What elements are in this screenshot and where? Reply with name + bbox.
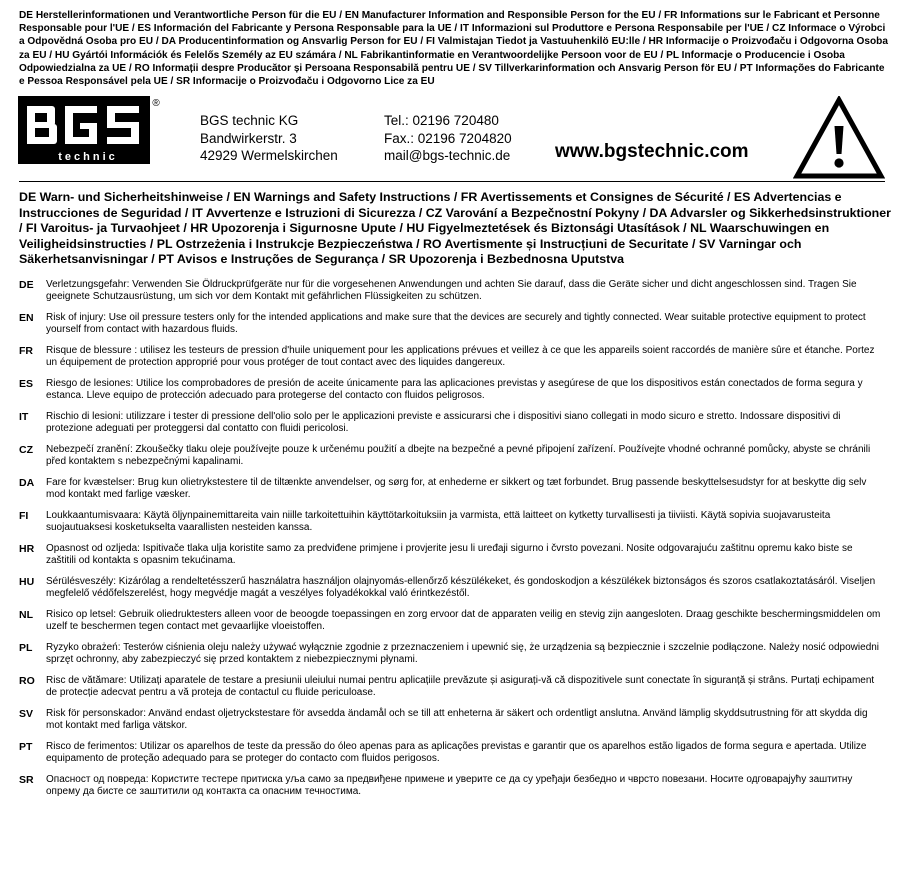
safety-entry <box>19 411 885 436</box>
language-code: SV <box>19 707 34 720</box>
email-address: mail@bgs-technic.de <box>384 148 511 163</box>
logo-sub-label: technic <box>58 151 118 163</box>
fax-number: Fax.: 02196 7204820 <box>384 130 512 146</box>
language-code: ES <box>19 377 34 390</box>
bgs-technic-logo <box>18 96 164 164</box>
safety-entry <box>19 444 885 469</box>
language-code: CZ <box>19 443 33 456</box>
header-divider <box>19 181 885 182</box>
manufacturer-info-heading: DE Herstellerinformationen und Verantwortliche Person für die EU / EN Manufacturer Information and Responsible Person for the EU / FR Informations sur le Fabricant et Personne Responsable pour l'UE / ES Información del Fabricante y Persona Responsable para la UE / IT Informazioni sul Produttore e Persona Responsabile per l'UE / CZ Informace o Výrobci a Odpovědná Osoba pro EU / DA Producentinformation og Ansvarlig Person for EU / FI Valmistajan Tiedot ja Vastuuhenkilö EU:lle / HR Informacije o Proizvođaču i Odgovorna Osoba za EU / HU Gyártói Információk és Felelős Személy az EU számára / NL Fabrikantinformatie en Verantwoordelijke Persoon voor de EU / PL Informacje o Producencie i Osoba Odpowiedzialna za UE / RO Informații despre Producător și Persoana Responsabilă pentru UE / SV Tillverkarinformation och Ansvarig Person för EU / PT Informações do Fabricante e Pessoa Responsável pela UE / SR Informacije o Proizvođaču i Odgovorno Lice za EU <box>19 10 888 88</box>
warning-text: Fare for kvæstelser: Brug kun olietrykstestere til de tiltænkte anvendelser, og sørg for, at enhederne er sikkert og tæt forbundet. Brug passende beskyttelsesudstyr for at beskytte dig selv mod kontakt med farlige væsker. <box>46 476 867 501</box>
safety-entries-list <box>19 279 885 807</box>
safety-entry <box>19 477 885 502</box>
warning-text: Riesgo de lesiones: Utilice los comprobadores de presión de aceite únicamente para las aplicaciones previstas y asegúrese de que los dispositivos están conectados de forma segura y estanca. Lleve equipo de protección adecuado para protegerse del contacto con fluidos peligrosos. <box>46 377 863 402</box>
safety-entry <box>19 510 885 535</box>
warning-text: Risc de vătămare: Utilizați aparatele de testare a presiunii uleiului numai pentru aplicațiile prevăzute și asigurați-vă că dispozitivele sunt conectate în siguranță și strâns. Purtați echipament de protecție adecvat pentru a vă proteja de contactul cu fluide periculoase. <box>46 674 875 699</box>
safety-entry <box>19 708 885 733</box>
warning-text: Risk of injury: Use oil pressure testers only for the intended applications and make sure that the devices are securely and tightly connected. Wear suitable protective equipment to protect yourself from contact with hazardous fluids. <box>46 311 866 336</box>
warning-text: Опасност од повреда: Користите тестере притиска уља само за предвиђене примене и уверите се да су уређаји безбедно и чврсто повезани. Носите одговарајућу заштитну опрему да бисте се заштитили од контакта са опасним течностима. <box>46 773 853 798</box>
language-code: PT <box>19 740 33 753</box>
registered-mark: ® <box>152 98 160 109</box>
language-code: DE <box>19 279 34 291</box>
company-address <box>200 112 338 165</box>
language-code: FI <box>19 509 29 522</box>
safety-entry <box>19 576 885 601</box>
warning-text: Risk för personskador: Använd endast oljetryckstestare för avsedda ändamål och se till att enheterna är säkert och ordentligt anslutna. Använd lämplig skyddsutrustning för att skydda dig mot kontakt med farliga vätskor. <box>46 707 868 732</box>
warning-text: Risque de blessure : utilisez les testeurs de pression d'huile uniquement pour les applications prévues et veillez à ce que les appareils soient raccordés de manière sûre et étanche. Portez un équipement de protection approprié pour vous protéger de tout contact avec des liquides dangereux. <box>46 344 875 369</box>
safety-entry <box>19 378 885 403</box>
safety-entry <box>19 345 885 370</box>
website-url: www.bgstechnic.com <box>555 141 749 162</box>
safety-entry <box>19 642 885 667</box>
warning-text: Risico op letsel: Gebruik oliedruktesters alleen voor de beoogde toepassingen en zorg ervoor dat de apparaten veilig en stevig zijn aangesloten. Draag geschikte beschermingsmiddelen om uzelf te beschermen tegen contact met gevaarlijke vloeistoffen. <box>46 608 881 633</box>
warning-text: Opasnost od ozljeda: Ispitivače tlaka ulja koristite samo za predviđene primjene i provjerite jesu li uređaji sigurno i čvrsto povezani. Nosite odgovarajuću zaštitnu opremu kako biste se zaštitili od kontakta s opasnim tekućinama. <box>46 542 853 567</box>
safety-entry <box>19 279 885 304</box>
safety-entry <box>19 312 885 337</box>
safety-entry <box>19 741 885 766</box>
warning-text: Sérülésveszély: Kizárólag a rendeltetésszerű használatra használjon olajnyomás-ellenőrző készülékeket, és gondoskodjon a készülékek biztonságos és szoros csatlakoztatásáról. Viseljen megfelelő védőfelszerelést, hogy megvédje magát a veszélyes folyadékokkal való érintkezéstől. <box>46 575 876 600</box>
warning-text: Verletzungsgefahr: Verwenden Sie Öldruckprüfgeräte nur für die vorgesehenen Anwendungen und achten Sie darauf, dass die Geräte sicher und dicht angeschlossen sind. Tragen Sie geeignete Schutzausrüstung, um sich vor dem Kontakt mit gefährlichen Flüssigkeiten zu schützen. <box>46 279 857 303</box>
language-code: FR <box>19 344 33 357</box>
company-city: 42929 Wermelskirchen <box>200 148 338 163</box>
warning-text: Risco de ferimentos: Utilizar os aparelhos de teste da pressão do óleo apenas para as aplicações previstas e garantir que os aparelhos estão ligados de forma segura e apertada. Utilize equipamento de proteção adequado para se proteger do contacto com fluidos perigosos. <box>46 740 867 765</box>
safety-entry <box>19 774 885 799</box>
language-code: HU <box>19 575 35 588</box>
language-code: PL <box>19 641 33 654</box>
phone-number: Tel.: 02196 720480 <box>384 113 499 128</box>
safety-section-title: DE Warn- und Sicherheitshinweise / EN Warnings and Safety Instructions / FR Avertissements et Consignes de Sécurité / ES Advertencias e Instrucciones de Seguridad / IT Avvertenze e Istruzioni di Sicurezza / CZ Varování a Bezpečnostní Pokyny / DA Advarsler og Sikkerhedsinstruktioner / FI Varoitus- ja Turvaohjeet / HR Upozorenja i Sigurnosne Upute / HU Figyelmeztetések és Biztonsági Utasítások / NL Waarschuwingen en Veiligheidsinstructies / PL Ostrzeżenia i Instrukcje Bezpieczeństwa / RO Avertismente și Instrucțiuni de Securitate / SV Varningar och Säkerhetsanvisningar / PT Avisos e Instruções de Segurança / SR Upozorenja i Bezbednosna Uputstva <box>19 190 891 267</box>
company-street: Bandwirkerstr. 3 <box>200 130 297 146</box>
language-code: RO <box>19 674 35 687</box>
company-name: BGS technic KG <box>200 113 299 128</box>
language-code: IT <box>19 410 29 423</box>
safety-entry <box>19 609 885 634</box>
company-contact <box>384 112 512 165</box>
safety-entry <box>19 675 885 700</box>
safety-entry <box>19 543 885 568</box>
warning-text: Nebezpečí zranění: Zkoušečky tlaku oleje používejte pouze k určenému použití a dbejte na bezpečné a pevné připojení zařízení. Používejte vhodné ochranné pomůcky, abyste se chránili před kontaktem s nebezpečnými kapalinami. <box>46 443 871 468</box>
warning-text: Ryzyko obrażeń: Testerów ciśnienia oleju należy używać wyłącznie zgodnie z przeznaczeniem i upewnić się, że urządzenia są bezpiecznie i szczelnie podłączone. Należy nosić odpowiedni sprzęt ochronny, aby zabezpieczyć się przed kontaktem z niebezpiecznymi płynami. <box>46 641 880 666</box>
language-code: EN <box>19 311 34 324</box>
warning-text: Loukkaantumisvaara: Käytä öljynpainemittareita vain niille tarkoitettuihin käyttötarkoituksiin ja varmista, että laitteet on kytketty turvallisesti ja tiiviisti. Käytä sopivia suojavarusteita suojautuaksesi kosketukselta vaarallisten nesteiden kanssa. <box>46 509 831 534</box>
language-code: SR <box>19 773 34 786</box>
warning-triangle-icon <box>793 96 885 180</box>
language-code: NL <box>19 608 33 621</box>
language-code: HR <box>19 542 35 555</box>
language-code: DA <box>19 476 35 489</box>
warning-text: Rischio di lesioni: utilizzare i tester di pressione dell'olio solo per le applicazioni previste e assicurarsi che i dispositivi siano collegati in modo sicuro e stretto. Indossare dispositivi di protezione adeguati per proteggersi dal contatto con fluidi pericolosi. <box>46 410 841 435</box>
